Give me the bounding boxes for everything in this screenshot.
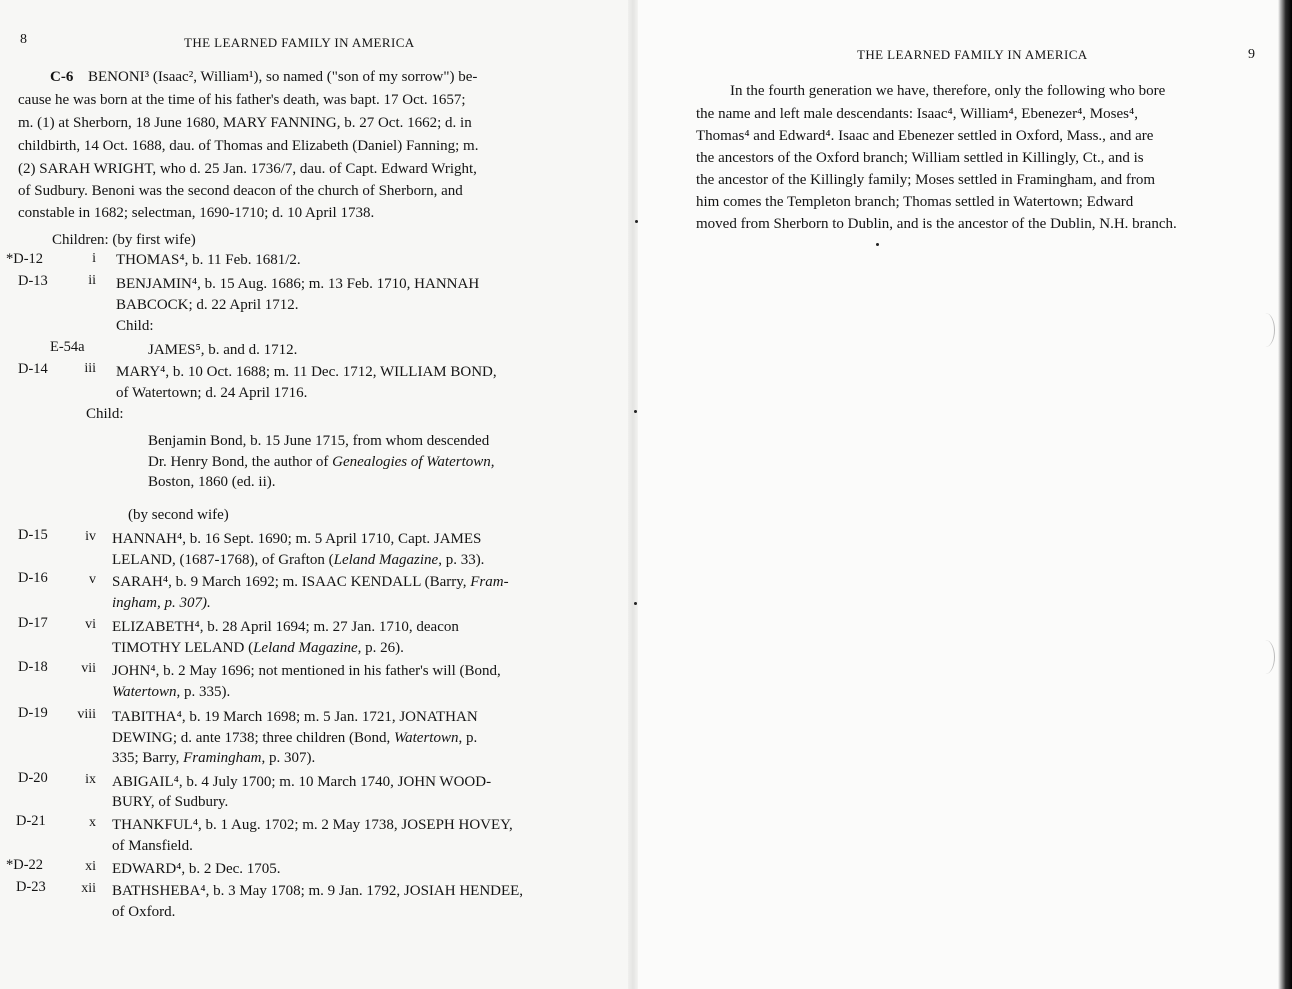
- scan-speck: [635, 220, 638, 223]
- paragraph-line: Thomas⁴ and Edward⁴. Isaac and Ebenezer settled in Oxford, Mass., and are: [696, 128, 1154, 144]
- scan-speck: [634, 602, 637, 605]
- entry-text: JAMES⁵, b. and d. 1712.: [148, 342, 298, 358]
- entry-text: EDWARD⁴, b. 2 Dec. 1705.: [112, 861, 281, 877]
- paragraph-line: him comes the Templeton branch; Thomas settled in Watertown; Edward: [696, 194, 1134, 210]
- entry-text: Boston, 1860 (ed. ii).: [148, 474, 276, 490]
- entry-text: Benjamin Bond, b. 15 June 1715, from whom descended: [148, 433, 490, 449]
- entry-text: THOMAS⁴, b. 11 Feb. 1681/2.: [116, 252, 301, 268]
- entry-id: D-17: [18, 615, 48, 631]
- roman-numeral: ix: [85, 772, 96, 787]
- entry-text: JOHN⁴, b. 2 May 1696; not mentioned in his father's will (Bond,: [112, 663, 501, 679]
- entry-text: TIMOTHY LELAND (Leland Magazine, p. 26).: [112, 640, 404, 656]
- children-heading: Children: (by first wife): [52, 232, 196, 248]
- entry-id: D-19: [18, 705, 48, 721]
- paragraph-line: In the fourth generation we have, therefore, only the following who bore: [730, 83, 1166, 99]
- roman-numeral: i: [92, 251, 96, 266]
- entry-text: of Oxford.: [112, 904, 176, 920]
- intro-line: BENONI³ (Isaac², William¹), so named ("son of my sorrow") be-: [88, 69, 478, 85]
- entry-id-c6: C-6: [50, 69, 74, 85]
- entry-text: of Watertown; d. 24 April 1716.: [116, 385, 308, 401]
- entry-text: TABITHA⁴, b. 19 March 1698; m. 5 Jan. 1721, JONATHAN: [112, 709, 478, 725]
- intro-line: m. (1) at Sherborn, 18 June 1680, MARY FANNING, b. 27 Oct. 1662; d. in: [18, 115, 472, 131]
- entry-text: HANNAH⁴, b. 16 Sept. 1690; m. 5 April 1710, Capt. JAMES: [112, 531, 482, 547]
- entry-text: Watertown, p. 335).: [112, 684, 231, 700]
- entry-text: BABCOCK; d. 22 April 1712.: [116, 297, 299, 313]
- entry-id: D-20: [18, 770, 48, 786]
- entry-text: LELAND, (1687-1768), of Grafton (Leland Magazine, p. 33).: [112, 552, 485, 568]
- entry-id: E-54a: [50, 339, 85, 355]
- entry-id: D-13: [18, 273, 48, 289]
- intro-line: childbirth, 14 Oct. 1688, dau. of Thomas and Elizabeth (Daniel) Fanning; m.: [18, 138, 479, 154]
- entry-text: SARAH⁴, b. 9 March 1692; m. ISAAC KENDALL (Barry, Fram-: [112, 574, 509, 590]
- roman-numeral: xii: [81, 881, 96, 896]
- roman-numeral: iii: [84, 361, 96, 376]
- entry-text: BENJAMIN⁴, b. 15 Aug. 1686; m. 13 Feb. 1710, HANNAH: [116, 276, 480, 292]
- paragraph-line: the name and left male descendants: Isaac⁴, William⁴, Ebenezer⁴, Moses⁴,: [696, 106, 1138, 122]
- roman-numeral: ii: [88, 273, 96, 288]
- intro-line: of Sudbury. Benoni was the second deacon of the church of Sherborn, and: [18, 183, 463, 199]
- entry-text: BATHSHEBA⁴, b. 3 May 1708; m. 9 Jan. 1792, JOSIAH HENDEE,: [112, 883, 524, 899]
- scan-speck: [876, 243, 879, 246]
- entry-text: ingham, p. 307).: [112, 595, 211, 611]
- paragraph-line: the ancestors of the Oxford branch; William settled in Killingly, Ct., and is: [696, 150, 1144, 166]
- book-gutter: [628, 0, 638, 989]
- entry-id: *D-12: [6, 251, 44, 267]
- entry-text: BURY, of Sudbury.: [112, 794, 229, 810]
- roman-numeral: xi: [85, 859, 96, 874]
- entry-text: of Mansfield.: [112, 838, 193, 854]
- entry-text: ABIGAIL⁴, b. 4 July 1700; m. 10 March 1740, JOHN WOOD-: [112, 774, 492, 790]
- entry-id: D-16: [18, 570, 48, 586]
- scan-speck: [634, 410, 637, 413]
- left-page-number: 8: [20, 32, 27, 47]
- roman-numeral: vii: [81, 661, 96, 676]
- roman-numeral: v: [89, 572, 96, 587]
- entry-id: D-18: [18, 659, 48, 675]
- child-label: Child:: [116, 318, 154, 334]
- entry-text: Dr. Henry Bond, the author of Genealogies of Watertown,: [148, 454, 495, 470]
- entry-id: D-21: [16, 813, 46, 829]
- roman-numeral: x: [89, 815, 96, 830]
- scan-arc-mark: [1256, 313, 1275, 347]
- entry-text: ELIZABETH⁴, b. 28 April 1694; m. 27 Jan. 1710, deacon: [112, 619, 459, 635]
- intro-line: cause he was born at the time of his father's death, was bapt. 17 Oct. 1657;: [18, 92, 466, 108]
- scan-arc-mark: [1256, 640, 1275, 674]
- entry-text: 335; Barry, Framingham, p. 307).: [112, 750, 316, 766]
- entry-id: D-15: [18, 527, 48, 543]
- left-running-head: THE LEARNED FAMILY IN AMERICA: [184, 35, 415, 50]
- second-wife-heading: (by second wife): [128, 507, 229, 523]
- child-label: Child:: [86, 406, 124, 422]
- intro-line: (2) SARAH WRIGHT, who d. 25 Jan. 1736/7, dau. of Capt. Edward Wright,: [18, 161, 477, 177]
- entry-id: D-23: [16, 879, 46, 895]
- right-page-number: 9: [1248, 47, 1255, 62]
- entry-text: MARY⁴, b. 10 Oct. 1688; m. 11 Dec. 1712, WILLIAM BOND,: [116, 364, 497, 380]
- entry-id: *D-22: [6, 857, 44, 873]
- entry-id: D-14: [18, 361, 48, 377]
- entry-text: DEWING; d. ante 1738; three children (Bond, Watertown, p.: [112, 730, 478, 746]
- paragraph-line: moved from Sherborn to Dublin, and is the ancestor of the Dublin, N.H. branch.: [696, 216, 1177, 232]
- intro-line: constable in 1682; selectman, 1690-1710; d. 10 April 1738.: [18, 205, 375, 221]
- entry-text: THANKFUL⁴, b. 1 Aug. 1702; m. 2 May 1738, JOSEPH HOVEY,: [112, 817, 513, 833]
- page-edge-shadow: [1278, 0, 1292, 989]
- roman-numeral: vi: [85, 617, 96, 632]
- roman-numeral: iv: [85, 529, 96, 544]
- roman-numeral: viii: [77, 707, 96, 722]
- right-running-head: THE LEARNED FAMILY IN AMERICA: [857, 47, 1088, 62]
- paragraph-line: the ancestor of the Killingly family; Moses settled in Framingham, and from: [696, 172, 1156, 188]
